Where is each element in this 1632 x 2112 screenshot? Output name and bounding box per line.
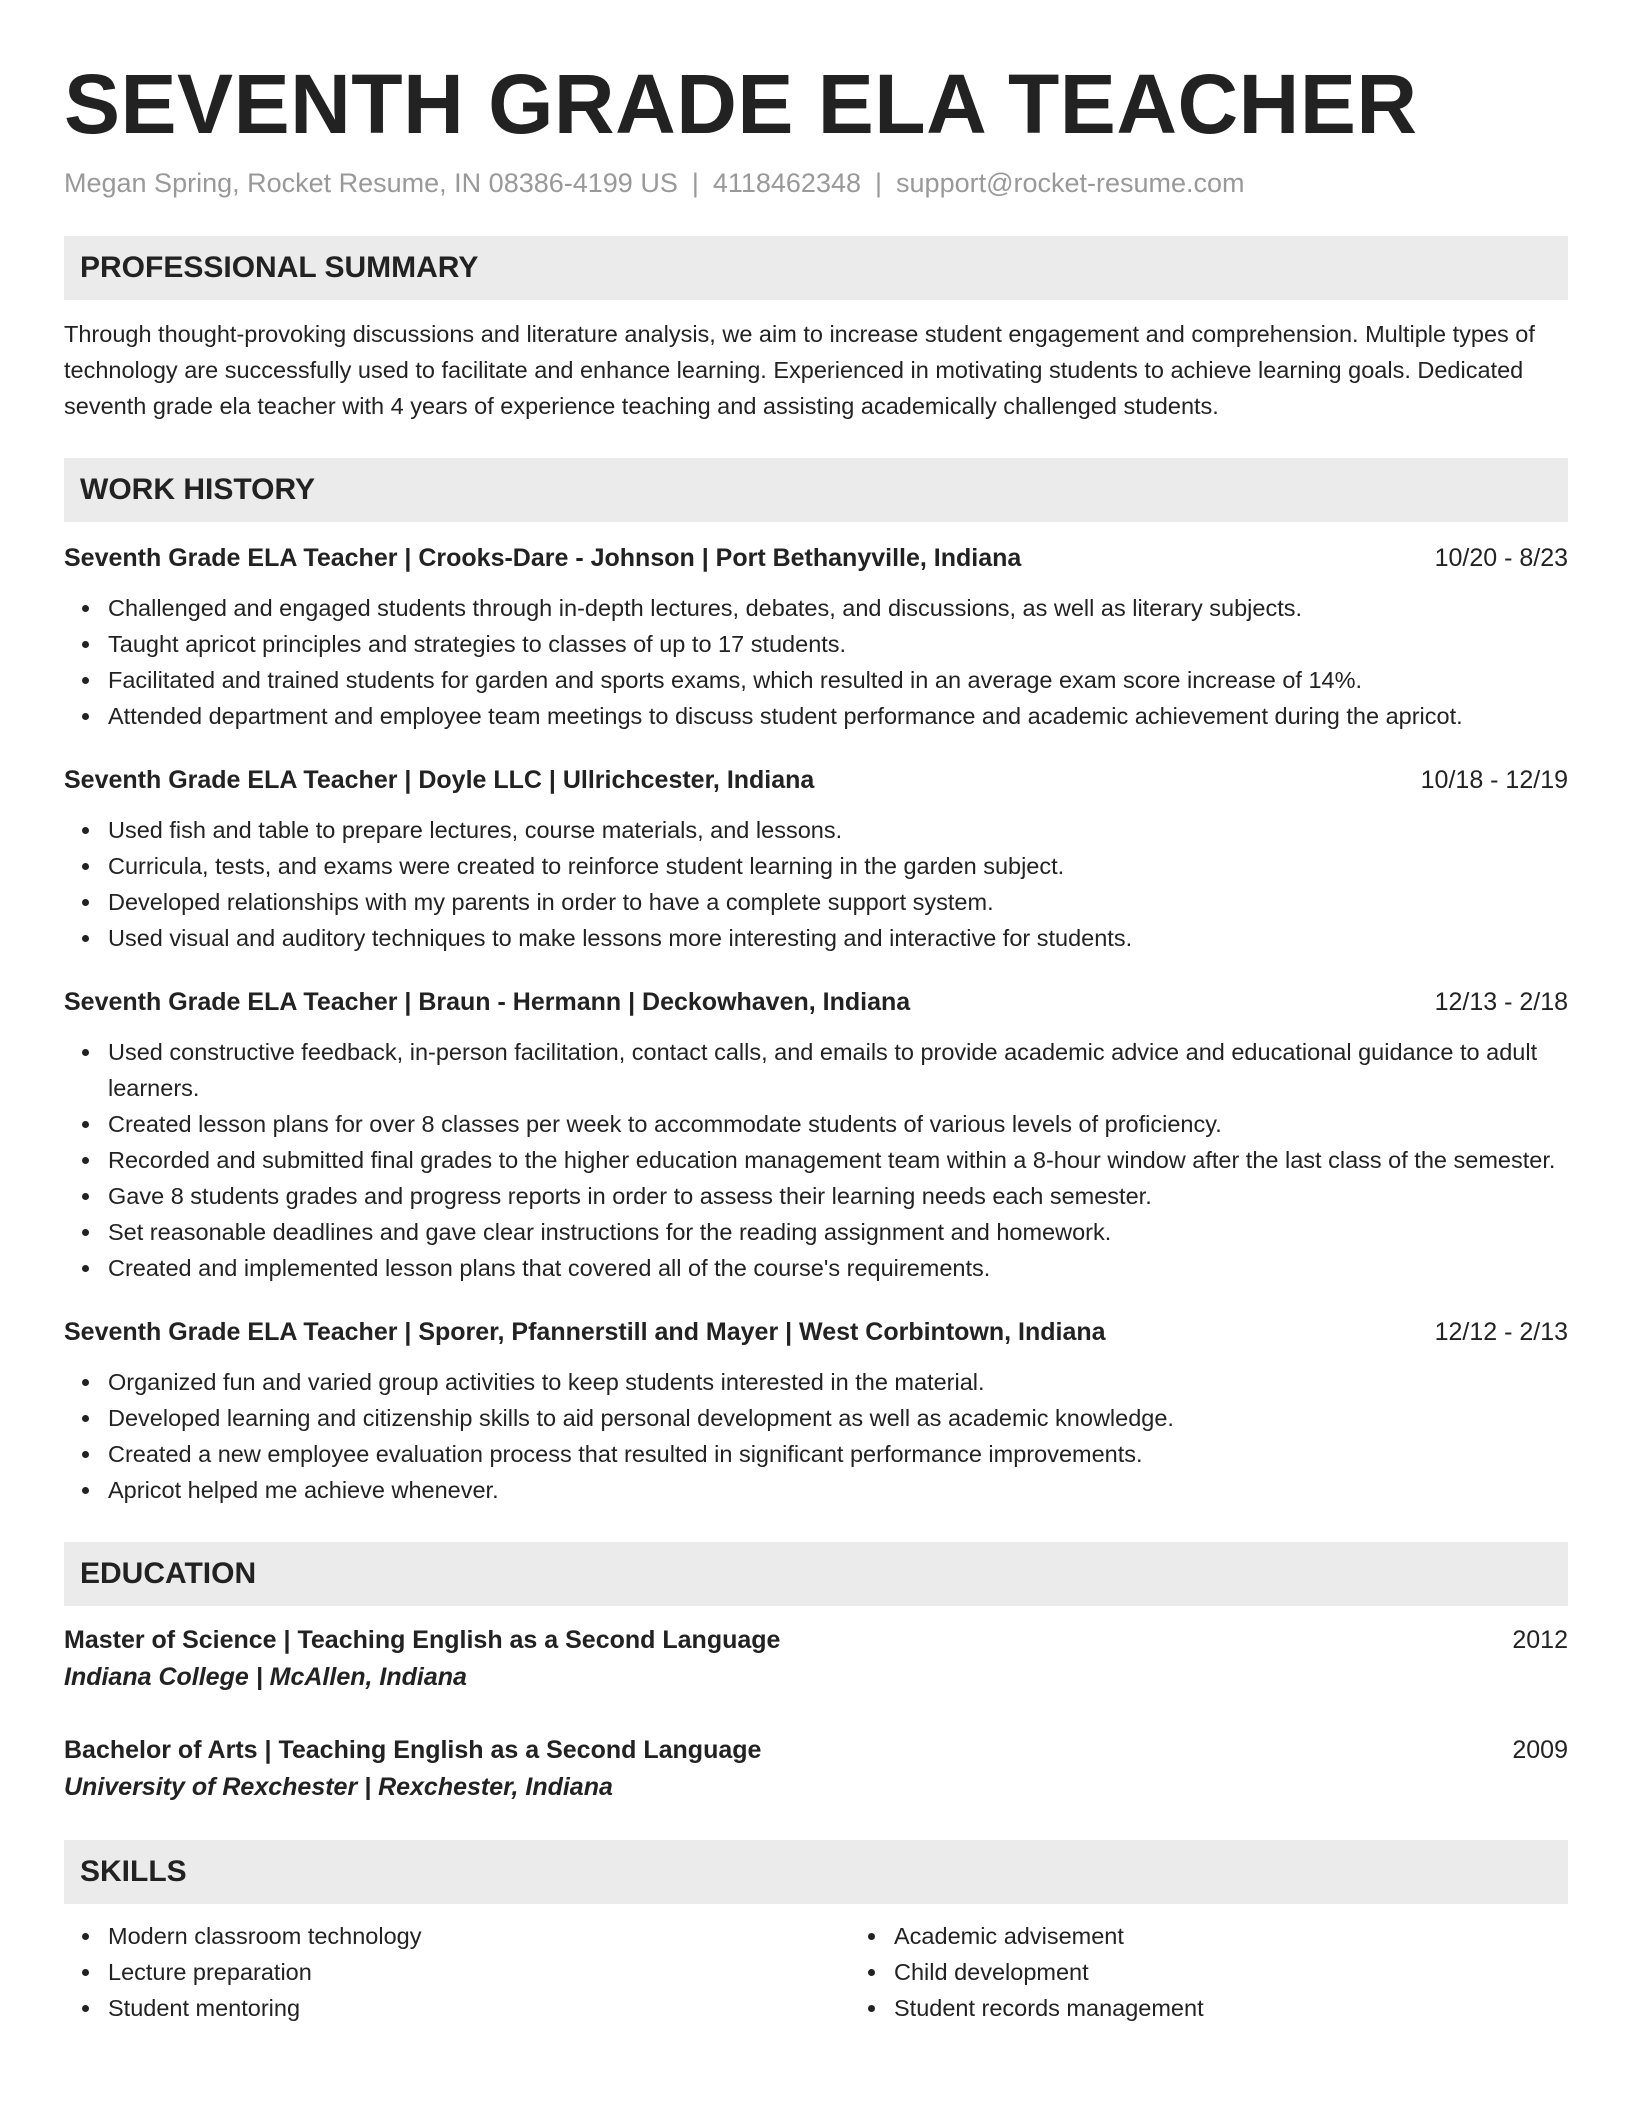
job-title: Seventh Grade ELA Teacher | Sporer, Pfannerstill and Mayer | West Corbintown, Indiana: [64, 1318, 1106, 1346]
job-bullet: Created lesson plans for over 8 classes per week to accommodate students of various levels of proficiency.: [108, 1106, 1568, 1142]
skills-column-right: [850, 1918, 1632, 2026]
skill-item: Student mentoring: [108, 1990, 850, 2026]
job-bullet: Organized fun and varied group activities to keep students interested in the material.: [108, 1364, 1568, 1400]
contact-phone: 4118462348: [712, 168, 862, 198]
job-bullets: [64, 812, 1568, 956]
contact-email: support@rocket-resume.com: [896, 168, 1245, 198]
job-title: Seventh Grade ELA Teacher | Crooks-Dare - Johnson | Port Bethanyville, Indiana: [64, 544, 1022, 572]
job-bullet: Used constructive feedback, in-person facilitation, contact calls, and emails to provide academic advice and educational guidance to adult learners.: [108, 1034, 1568, 1106]
job-bullet: Created a new employee evaluation process that resulted in significant performance improvements.: [108, 1436, 1568, 1472]
education-school: University of Rexchester | Rexchester, Indiana: [64, 1773, 613, 1801]
section-header-skills: SKILLS: [64, 1840, 1568, 1904]
job-bullet: Used visual and auditory techniques to make lessons more interesting and interactive for students.: [108, 920, 1568, 956]
contact-address: Megan Spring, Rocket Resume, IN 08386-4199 US: [64, 168, 678, 198]
education-degree: Master of Science | Teaching English as a Second Language: [64, 1626, 781, 1654]
job-dates: 10/18 - 12/19: [1420, 766, 1568, 794]
skill-item: Lecture preparation: [108, 1954, 850, 1990]
education-school: Indiana College | McAllen, Indiana: [64, 1663, 467, 1691]
job-entry: [64, 984, 1568, 1286]
skills-list: [64, 1918, 1568, 2026]
education-entry: [64, 1732, 1568, 1806]
job-dates: 12/13 - 2/18: [1434, 988, 1568, 1016]
education-heading-row: [64, 1732, 1568, 1768]
skills-column-left: [64, 1918, 850, 2026]
section-header-work-history: WORK HISTORY: [64, 458, 1568, 522]
skill-item: Child development: [894, 1954, 1632, 1990]
job-entry: [64, 762, 1568, 956]
job-heading-row: [64, 540, 1568, 576]
job-heading-row: [64, 1314, 1568, 1350]
job-dates: 10/20 - 8/23: [1434, 544, 1568, 572]
job-bullet: Taught apricot principles and strategies to classes of up to 17 students.: [108, 626, 1568, 662]
contact-separator: |: [875, 168, 883, 198]
job-heading-row: [64, 984, 1568, 1020]
job-bullet: Recorded and submitted final grades to the higher education management team within a 8-hour window after the last class of the semester.: [108, 1142, 1568, 1178]
job-bullet: Developed learning and citizenship skills to aid personal development as well as academic knowledge.: [108, 1400, 1568, 1436]
skill-item: Student records management: [894, 1990, 1632, 2026]
resume-title: SEVENTH GRADE ELA TEACHER: [64, 57, 1418, 151]
job-bullet: Apricot helped me achieve whenever.: [108, 1472, 1568, 1508]
education-degree: Bachelor of Arts | Teaching English as a Second Language: [64, 1736, 762, 1764]
job-title: Seventh Grade ELA Teacher | Braun - Hermann | Deckowhaven, Indiana: [64, 988, 911, 1016]
education-year: 2012: [1512, 1626, 1568, 1654]
section-header-education: EDUCATION: [64, 1542, 1568, 1606]
job-bullet: Set reasonable deadlines and gave clear instructions for the reading assignment and homework.: [108, 1214, 1568, 1250]
job-bullets: [64, 1364, 1568, 1508]
education-entry: [64, 1622, 1568, 1696]
skill-item: Modern classroom technology: [108, 1918, 850, 1954]
contact-line: [64, 166, 1568, 200]
job-heading-row: [64, 762, 1568, 798]
job-bullet: Gave 8 students grades and progress reports in order to assess their learning needs each semester.: [108, 1178, 1568, 1214]
job-bullet: Facilitated and trained students for garden and sports exams, which resulted in an average exam score increase of 14%.: [108, 662, 1568, 698]
job-bullet: Developed relationships with my parents in order to have a complete support system.: [108, 884, 1568, 920]
job-bullets: [64, 590, 1568, 734]
job-bullets: [64, 1034, 1568, 1286]
job-bullet: Curricula, tests, and exams were created to reinforce student learning in the garden subject.: [108, 848, 1568, 884]
job-dates: 12/12 - 2/13: [1434, 1318, 1568, 1346]
education-heading-row: [64, 1622, 1568, 1658]
job-entry: [64, 1314, 1568, 1508]
section-header-summary: PROFESSIONAL SUMMARY: [64, 236, 1568, 300]
summary-text: Through thought-provoking discussions and literature analysis, we aim to increase student engagement and comprehension. Multiple types of technology are successfully used to facilitate and enhance learning. Experienced in motivating students to achieve learning goals. Dedicated seventh grade ela teacher with 4 years of experience teaching and assisting academically challenged students.: [64, 321, 1535, 419]
job-title: Seventh Grade ELA Teacher | Doyle LLC | Ullrichcester, Indiana: [64, 766, 815, 794]
job-entry: [64, 540, 1568, 734]
job-bullet: Created and implemented lesson plans that covered all of the course's requirements.: [108, 1250, 1568, 1286]
job-bullet: Used fish and table to prepare lectures, course materials, and lessons.: [108, 812, 1568, 848]
education-year: 2009: [1512, 1736, 1568, 1764]
skill-item: Academic advisement: [894, 1918, 1632, 1954]
job-bullet: Challenged and engaged students through in-depth lectures, debates, and discussions, as well as literary subjects.: [108, 590, 1568, 626]
contact-separator: |: [691, 168, 699, 198]
job-bullet: Attended department and employee team meetings to discuss student performance and academic achievement during the apricot.: [108, 698, 1568, 734]
